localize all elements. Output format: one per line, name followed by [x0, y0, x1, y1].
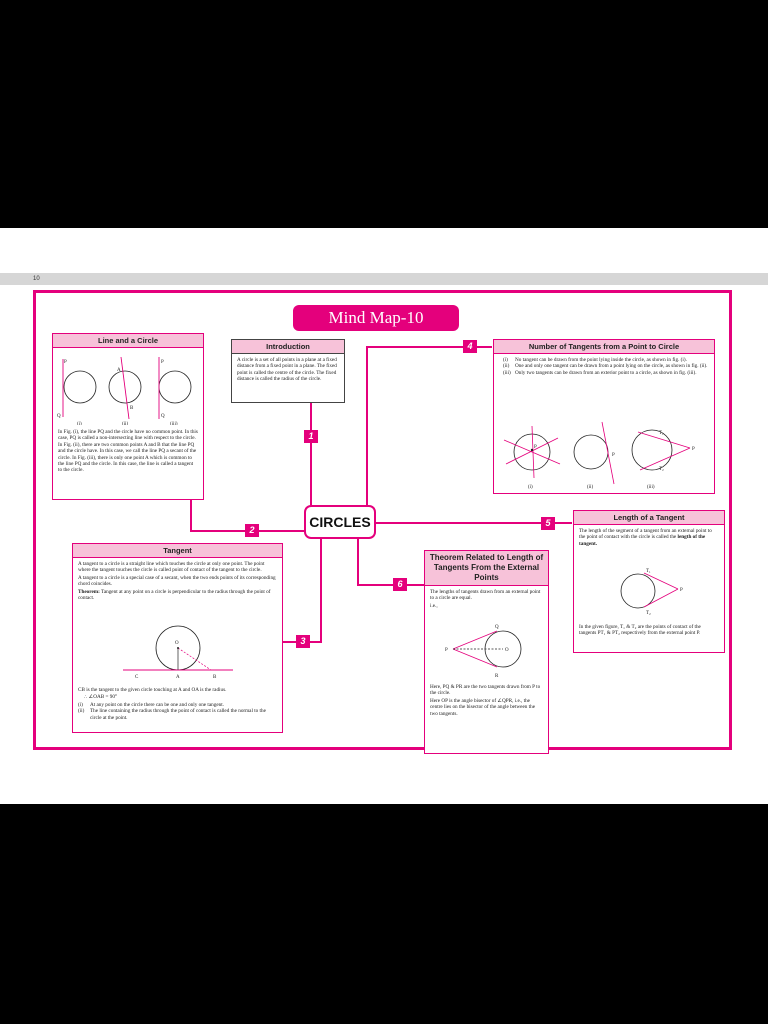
number-of-tangents-list: [494, 354, 714, 379]
tangent-heading: Tangent: [73, 544, 282, 558]
connector-2v: [190, 500, 192, 532]
svg-text:T₁: T₁: [659, 431, 664, 436]
svg-text:A: A: [176, 675, 180, 680]
connector-6h: [357, 584, 424, 586]
svg-text:T₂: T₂: [659, 467, 664, 472]
introduction-box: [231, 339, 345, 403]
number-of-tangents-heading: Number of Tangents from a Point to Circle: [494, 340, 714, 354]
tangent-figure: [73, 620, 283, 682]
node-badge-4: 4: [463, 340, 477, 353]
svg-text:B: B: [130, 406, 134, 411]
introduction-heading: Introduction: [232, 340, 344, 354]
tangent-secant-note: A tangent to a circle is a special case of a secant, when the two ends points of its corresponding chord coincides.: [78, 574, 276, 588]
svg-text:Q: Q: [57, 414, 61, 419]
length-of-tangent-text: The length of the segment of a tangent from an external point to the point of contact with the circle is called the length of the tangent.: [579, 528, 712, 547]
connector-4v: [366, 346, 368, 505]
length-of-tangent-heading: Length of a Tangent: [574, 511, 724, 525]
fig-label-i: (i): [528, 485, 533, 490]
svg-text:Q: Q: [495, 625, 499, 630]
node-badge-3: 3: [296, 635, 310, 648]
fig-label-ii: (ii): [122, 422, 129, 425]
connector-6v: [357, 539, 359, 585]
list-item: (ii) The line containing the radius through the point of contact is called the normal to the circle at the point.: [78, 708, 266, 721]
svg-text:P: P: [161, 360, 164, 365]
tangent-cb-note: CB is the tangent to the given circle touching at A and OA is the radius.: [78, 687, 227, 693]
tangent-notes: [73, 684, 282, 724]
number-of-tangents-box: [493, 339, 715, 494]
svg-text:R: R: [495, 674, 499, 679]
line-and-circle-box: [52, 333, 204, 500]
length-of-tangent-figure: [574, 561, 724, 621]
node-badge-1: 1: [304, 430, 318, 443]
svg-text:O: O: [505, 648, 509, 653]
svg-text:T₁: T₁: [646, 569, 651, 574]
theorem-heading: Theorem Related to Length of Tangents From the External Points: [425, 551, 548, 586]
tangent-box: [72, 543, 283, 733]
theorem-bisector-note: Here OP is the angle bisector of ∠QPR, i.e., the centre lies on the bisector of the angle between the two tangents.: [430, 697, 536, 717]
theorem-text: [425, 586, 548, 613]
theorem-tangents-note: Here, PQ & PR are the two tangents drawn from P to the circle.: [430, 684, 541, 697]
theorem-box: [424, 550, 549, 754]
line-and-circle-text: In Fig. (i), the line PQ and the circle have no common point. In this case, PQ is called a non-intersecting line with respect to the circle. In Fig. (ii), there are two common points A and B that the line PQ and the circle have. In this case, we call the line PQ a secant of the circle. In Fig. (iii), there is only one point A which is common to the line PQ and the circle. In this case, the line is called a tangent to the circle.: [58, 429, 198, 474]
svg-text:P: P: [612, 453, 615, 458]
introduction-text: A circle is a set of all points in a plane at a fixed distance from a fixed point in a plane. The fixed point is called the centre of the circle. The fixed distance is called the radius of the circle.: [237, 357, 337, 383]
tangent-count-figures: [494, 412, 714, 492]
theorem-statement: The lengths of tangents drawn from an external point to a circle are equal.: [430, 589, 541, 602]
connector-3v: [320, 539, 322, 643]
fig-label-ii: (ii): [587, 485, 594, 490]
line-circle-figures: [53, 349, 203, 425]
list-item: (iii) Only two tangents can be drawn from an exterior point to a circle, as shown in fig. (iii).: [503, 369, 697, 376]
tangent-text: [73, 558, 282, 605]
list-item: (i) No tangent can be drawn from the point lying inside the circle, as shown in fig. (i).: [503, 357, 687, 363]
list-item: (i) At any point on the circle there can be one and only one tangent.: [78, 701, 224, 708]
node-badge-5: 5: [541, 517, 555, 530]
svg-text:P: P: [534, 445, 537, 450]
list-item: (ii) One and only one tangent can be drawn from a point lying on the circle, as shown in fig. (ii).: [503, 363, 708, 370]
connector-1: [310, 403, 312, 505]
fig-label-iii: (iii): [647, 485, 655, 490]
center-node-circles: CIRCLES: [304, 505, 376, 539]
svg-text:A: A: [117, 368, 121, 373]
mind-map-title: Mind Map-10: [293, 305, 459, 331]
theorem-ie: i.e.,: [430, 602, 438, 609]
svg-text:P: P: [445, 648, 448, 653]
page-number: 10: [33, 276, 40, 282]
tangent-theorem: Theorem: Tangent at any point on a circle is perpendicular to the radius through the point of contact.: [78, 588, 271, 602]
svg-text:P: P: [64, 360, 67, 365]
length-of-tangent-box: [573, 510, 725, 653]
svg-text:O: O: [175, 641, 179, 646]
svg-text:C: C: [135, 675, 139, 680]
svg-text:Q: Q: [161, 414, 165, 419]
svg-text:T₂: T₂: [646, 611, 651, 616]
node-badge-6: 6: [393, 578, 407, 591]
svg-text:P: P: [680, 588, 683, 593]
svg-text:B: B: [213, 675, 217, 680]
theorem-notes: [425, 681, 548, 721]
node-badge-2: 2: [245, 524, 259, 537]
tangent-angle-note: ∴ ∠OAB = 90°: [84, 694, 117, 701]
line-and-circle-heading: Line and a Circle: [53, 334, 203, 348]
theorem-figure: [425, 621, 549, 683]
tangent-definition: A tangent to a circle is a straight line which touches the circle at only one point. The point where the tangent touches the circle is called point of contact of the tangent to the circle.: [78, 561, 265, 574]
fig-label-i: (i): [77, 422, 82, 425]
page: [0, 228, 768, 804]
fig-label-iii: (iii): [170, 422, 178, 425]
length-of-tangent-note: In the given figure, T₁ & T₂ are the points of contact of the tangents PT₁ & PT₂ respectively from the external point P.: [579, 624, 701, 637]
page-header-bar: [0, 273, 768, 285]
svg-text:P: P: [692, 447, 695, 452]
